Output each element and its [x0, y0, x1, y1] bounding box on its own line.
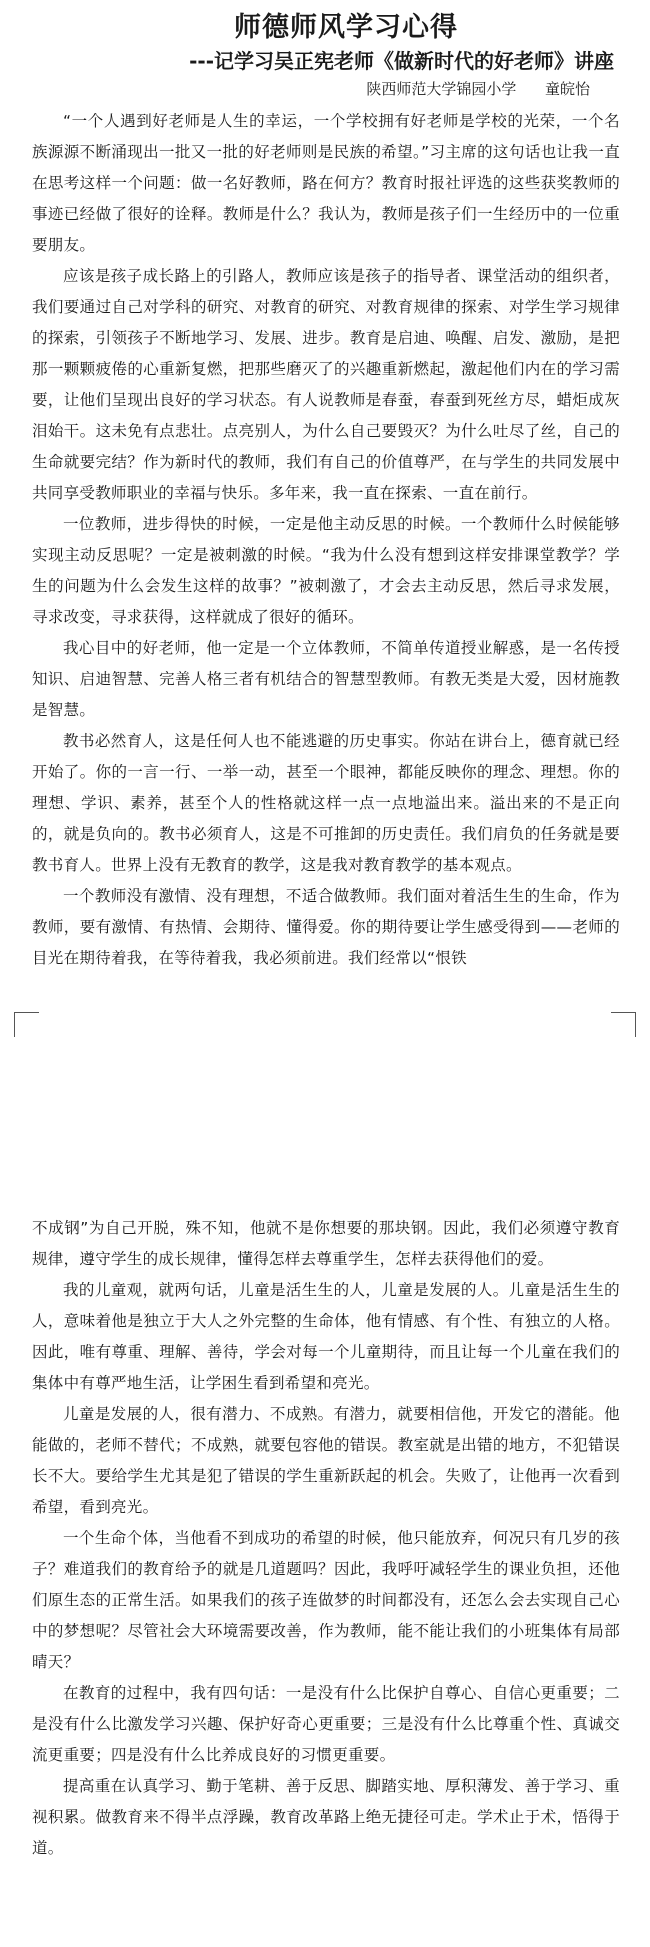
author-line: 陕西师范大学锦园小学 童皖怡: [366, 80, 590, 98]
page-corner-mark: [14, 1012, 39, 1037]
document-title: 师德师风学习心得: [234, 12, 458, 43]
paragraph: 一个教师没有激情、没有理想，不适合做教师。我们面对着活生生的生命，作为教师，要有激情、有热情、会期待、懂得爱。你的期待要让学生感受得到——老师的目光在期待着我，在等待着我，我必须前进。我们经常以“恨铁: [32, 887, 620, 967]
page-break: [0, 1045, 650, 1205]
page-corner-mark: [611, 1012, 636, 1037]
paragraph: 在教育的过程中，我有四句话：一是没有什么比保护自尊心、自信心更重要；二是没有什么比激发学习兴趣、保护好奇心更重要；三是没有什么比尊重个性、真诚交流更重要；四是没有什么比养成良好的习惯更重要。: [32, 1684, 620, 1764]
paragraph: 教书必然育人，这是任何人也不能逃避的历史事实。你站在讲台上，德育就已经开始了。你的一言一行、一举一动，甚至一个眼神，都能反映你的理念、理想。你的理想、学识、素养，甚至个人的性格就这样一点一点地溢出来。溢出来的不是正向的，就是负向的。教书必须育人，这是不可推卸的历史责任。我们肩负的任务就是要教书育人。世界上没有无教育的教学，这是我对教育教学的基本观点。: [32, 732, 620, 874]
page-2-content: [32, 1213, 620, 1864]
paragraph: 我的儿童观，就两句话，儿童是活生生的人，儿童是发展的人。儿童是活生生的人，意味着他是独立于大人之外完整的生命体，他有情感、有个性、有独立的人格。因此，唯有尊重、理解、善待，学会对每一个儿童期待，而且让每一个儿童在我们的集体中有尊严地生活，让学困生看到希望和亮光。: [32, 1281, 620, 1392]
document-page-2: [0, 1205, 650, 1947]
paragraph: 一个生命个体，当他看不到成功的希望的时候，他只能放弃，何况只有几岁的孩子？难道我们的教育给予的就是几道题吗？因此，我呼吁减轻学生的课业负担，还他们原生态的正常生活。如果我们的孩子连做梦的时间都没有，还怎么会去实现自己心中的梦想呢？尽管社会大环境需要改善，作为教师，能不能让我们的小班集体有局部晴天？: [32, 1529, 620, 1671]
paragraph-continuation: 不成钢”为自己开脱，殊不知，他就不是你想要的那块钢。因此，我们必须遵守教育规律，遵守学生的成长规律，懂得怎样去尊重学生，怎样去获得他们的爱。: [32, 1219, 620, 1268]
paragraph: 提高重在认真学习、勤于笔耕、善于反思、脚踏实地、厚积薄发、善于学习、重视积累。做教育来不得半点浮躁，教育改革路上绝无捷径可走。学术止于术，悟得于道。: [32, 1777, 620, 1857]
paragraph: 应该是孩子成长路上的引路人，教师应该是孩子的指导者、课堂活动的组织者，我们要通过自己对学科的研究、对教育的研究、对教育规律的探索、对学生学习规律的探索，引领孩子不断地学习、发展、进步。教育是启迪、唤醒、启发、激励，是把那一颗颗疲倦的心重新复燃，把那些磨灭了的兴趣重新燃起，激起他们内在的学习需要，让他们呈现出良好的学习状态。有人说教师是春蚕，春蚕到死丝方尽，蜡炬成灰泪始干。这未免有点悲壮。点亮别人，为什么自己要毁灭？为什么吐尽了丝，自己的生命就要完结？作为新时代的教师，我们有自己的价值尊严，在与学生的共同发展中共同享受教师职业的幸福与快乐。多年来，我一直在探索、一直在前行。: [32, 267, 620, 502]
paragraph: “一个人遇到好老师是人生的幸运，一个学校拥有好老师是学校的光荣，一个名族源源不断涌现出一批又一批的好老师则是民族的希望。”习主席的这句话也让我一直在思考这样一个问题：做一名好教师，路在何方？教育时报社评选的这些获奖教师的事迹已经做了很好的诠释。教师是什么？我认为，教师是孩子们一生经历中的一位重要朋友。: [32, 112, 620, 254]
paragraph: 儿童是发展的人，很有潜力、不成熟。有潜力，就要相信他，开发它的潜能。他能做的，老师不替代；不成熟，就要包容他的错误。教室就是出错的地方，不犯错误长不大。要给学生尤其是犯了错误的学生重新跃起的机会。失败了，让他再一次看到希望，看到亮光。: [32, 1405, 620, 1516]
paragraph: 我心目中的好老师，他一定是一个立体教师，不简单传道授业解惑，是一名传授知识、启迪智慧、完善人格三者有机结合的智慧型教师。有教无类是大爱，因材施教是智慧。: [32, 639, 620, 719]
page-1-content: [32, 10, 620, 974]
document-subtitle: ---记学习吴正宪老师《做新时代的好老师》讲座: [189, 49, 614, 73]
paragraph: 一位教师，进步得快的时候，一定是他主动反思的时候。一个教师什么时候能够实现主动反思呢？一定是被刺激的时候。“我为什么没有想到这样安排课堂教学？学生的问题为什么会发生这样的故事？”被刺激了，才会去主动反思，然后寻求发展，寻求改变，寻求获得，这样就成了很好的循环。: [32, 515, 620, 626]
